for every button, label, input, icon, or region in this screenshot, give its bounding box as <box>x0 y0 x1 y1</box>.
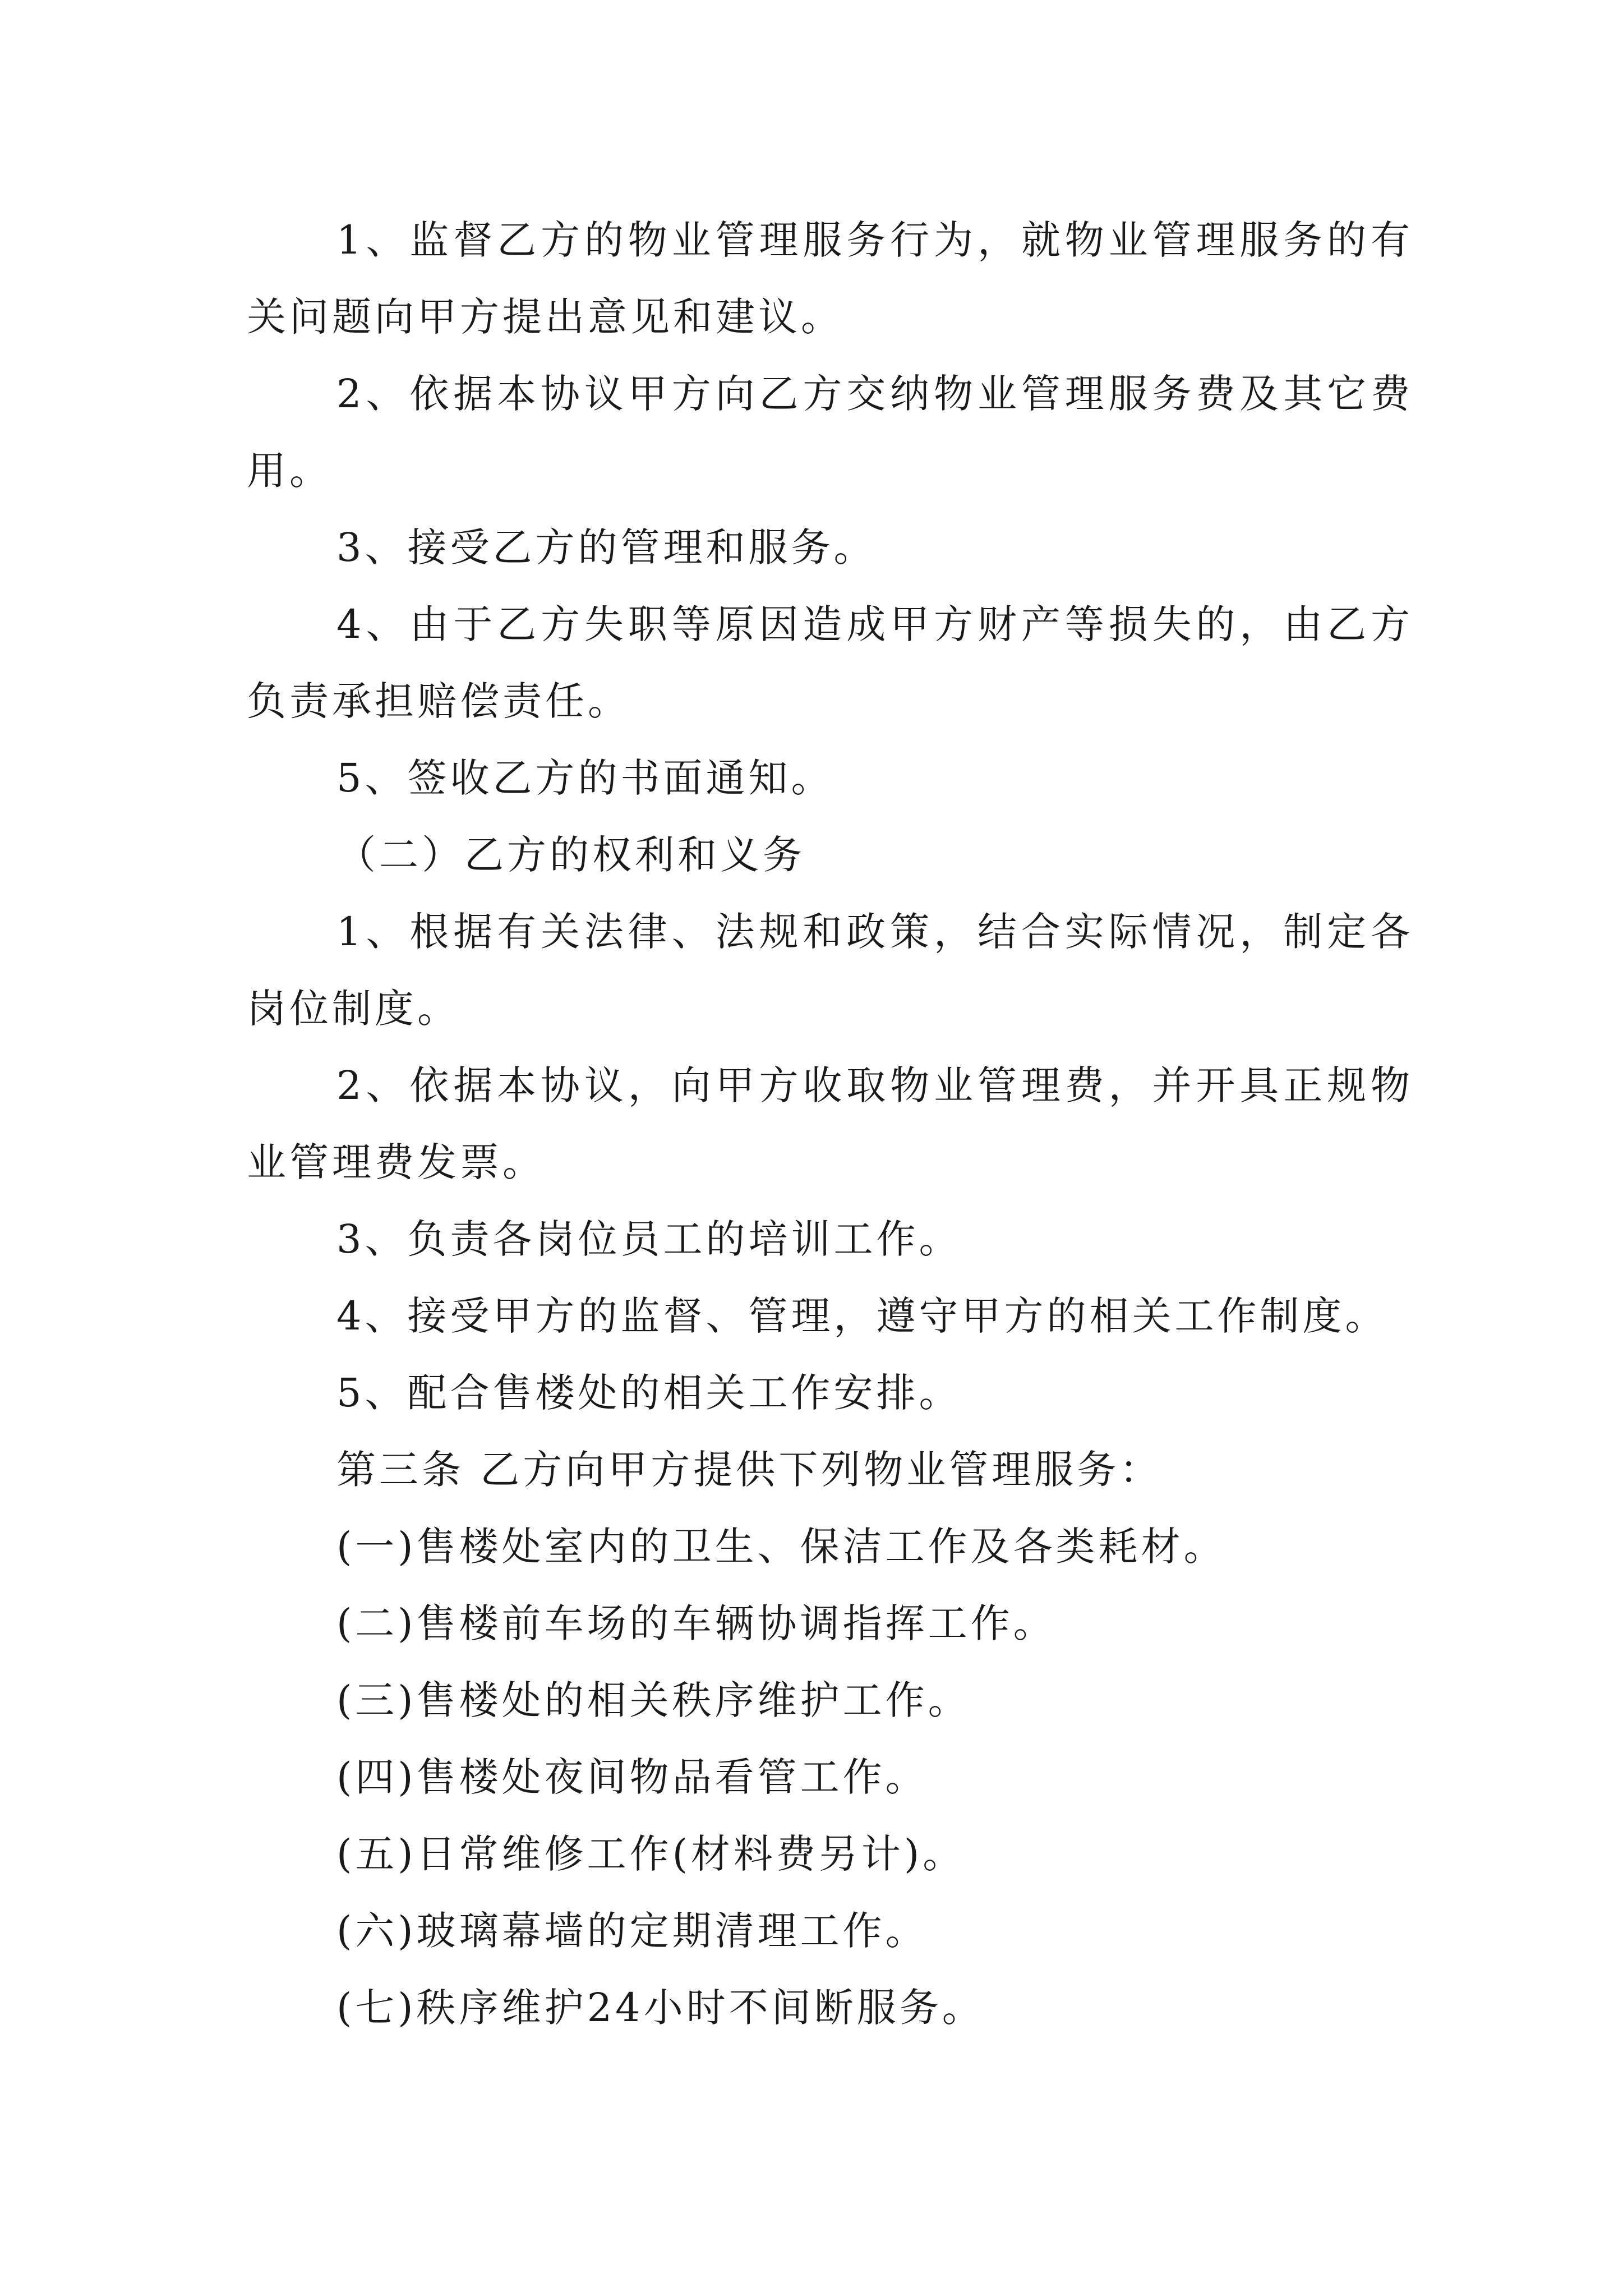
paragraph-1: 1、监督乙方的物业管理服务行为，就物业管理服务的有关问题向甲方提出意见和建议。 <box>247 217 1413 340</box>
paragraph-9: 4、接受甲方的监督、管理，遵守甲方的相关工作制度。 <box>336 1293 1388 1339</box>
service-item-2: (二)售楼前车场的车辆协调指挥工作。 <box>336 1600 1056 1646</box>
service-item-5: (五)日常维修工作(材料费另计)。 <box>336 1831 966 1877</box>
section-heading-obligations: （二）乙方的权利和义务 <box>336 832 805 878</box>
paragraph-6: 1、根据有关法律、法规和政策，结合实际情况，制定各岗位制度。 <box>247 909 1413 1032</box>
service-item-4: (四)售楼处夜间物品看管工作。 <box>336 1754 928 1800</box>
service-item-7: (七)秩序维护24小时不间断服务。 <box>336 1985 985 2031</box>
service-item-1: (一)售楼处室内的卫生、保洁工作及各类耗材。 <box>336 1524 1227 1570</box>
article-three-heading: 第三条 乙方向甲方提供下列物业管理服务： <box>336 1447 1163 1493</box>
paragraph-8: 3、负责各岗位员工的培训工作。 <box>336 1216 962 1262</box>
service-item-6: (六)玻璃幕墙的定期清理工作。 <box>336 1908 928 1954</box>
paragraph-3: 3、接受乙方的管理和服务。 <box>336 524 877 570</box>
service-item-3: (三)售楼处的相关秩序维护工作。 <box>336 1677 971 1723</box>
paragraph-5: 5、签收乙方的书面通知。 <box>336 755 834 801</box>
paragraph-10: 5、配合售楼处的相关工作安排。 <box>336 1370 962 1416</box>
paragraph-4: 4、由于乙方失职等原因造成甲方财产等损失的，由乙方负责承担赔偿责任。 <box>247 601 1413 724</box>
document-body <box>247 202 1413 2046</box>
paragraph-2: 2、依据本协议甲方向乙方交纳物业管理服务费及其它费用。 <box>247 371 1413 494</box>
paragraph-7: 2、依据本协议，向甲方收取物业管理费，并开具正规物业管理费发票。 <box>247 1062 1413 1185</box>
